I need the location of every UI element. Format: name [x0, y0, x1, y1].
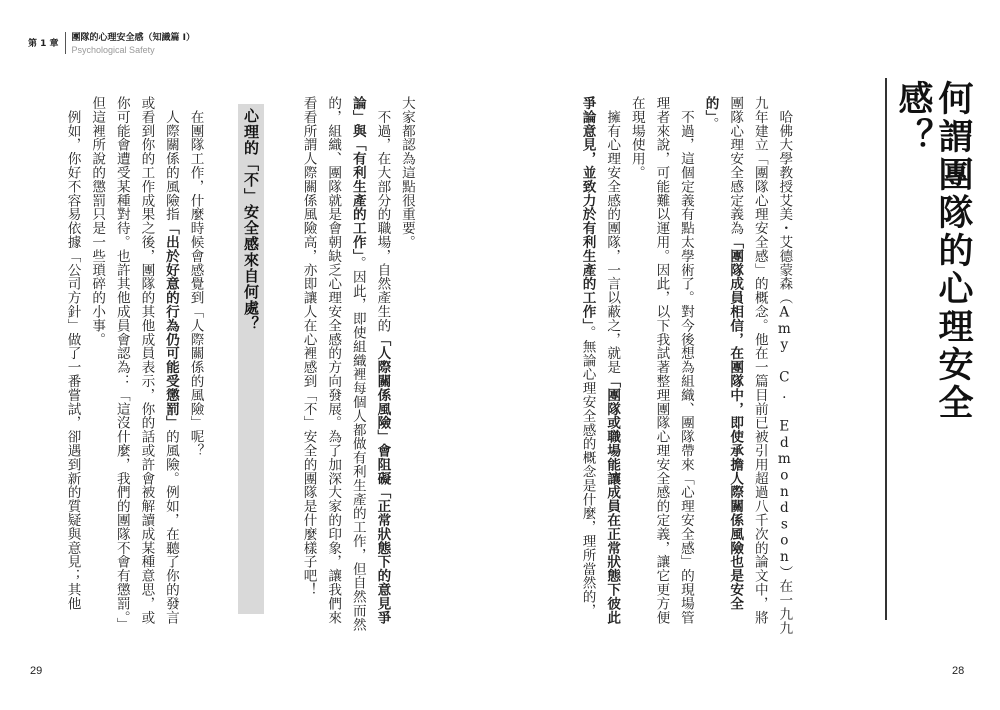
p5-end: 。因此，即使組織裡每個人都做有利生產的工作，但自然而然的，組織、團隊就是會朝缺乏心理安全感的方向發展。為了加深大家的印象，讓我們來看看所謂人際關係風險高，亦即讓人在心裡感到「不」安全的團隊是什麼樣子吧！: [300, 96, 366, 632]
p5-emphasis: 「人際關係風險」會阻礙「正常狀態下的意見爭論」與「有利生產的工作」: [349, 96, 391, 625]
header-subtitle: Psychological Safety: [71, 45, 155, 55]
p4-text: 大家都認為這點很重要。: [398, 96, 415, 249]
paragraph-3: [575, 96, 624, 636]
p7-end: 的風險。例如，在聽了你的發言或看到你的工作成果之後，團隊的其他成員表示，你的話或許會被解讀成某種意思，或你可能會遭受某種對待。也許其他成員會認為：「這沒什麼，我們的團隊不會有懲罰。」但這裡所說的懲罰只是一些瑣碎的小事。: [89, 96, 179, 632]
p3-end: 。無論心理安全感的概念是什麼，理所當然的，: [579, 325, 596, 618]
p3-text: 擁有心理安全感的團隊，一言以蔽之，就是: [604, 109, 621, 375]
paragraph-2: [624, 96, 698, 636]
paragraph-7: [85, 96, 183, 636]
p3-emphasis: 「團隊或職場能讓成員在正常狀態下彼此爭論意見，並致力於有利生產的工作」: [579, 96, 621, 625]
p5-text: 不過，在大部分的職場，自然產生的: [374, 109, 391, 333]
p1-end: 。: [702, 117, 719, 131]
section-title: 何謂團隊的心理安全感？: [893, 80, 973, 422]
p1-text: 哈佛大學教授艾美・艾德蒙森（Amy C. Edmondson）在一九九九年建立「團隊心理安全感」的概念。他在一篇目前已被引用超過八千次的論文中，將團隊心理安全感定義為: [727, 96, 793, 635]
p7-text: 人際關係的風險指: [162, 109, 179, 222]
paragraph-1: [698, 96, 796, 636]
paragraph-8: [60, 96, 85, 636]
left-page-body-upper: [296, 96, 419, 636]
paragraph-4: [394, 96, 419, 636]
header-title: 團隊的心理安全感（知識篇 I）: [71, 33, 196, 43]
subheading: 心理的「不」安全感來自何處？: [242, 108, 260, 332]
left-page-body-lower: [60, 96, 208, 636]
header-text: [72, 30, 195, 55]
title-rule: [885, 78, 887, 620]
p1-emphasis: 「團隊成員相信，在團隊中，即使承擔人際關係風險也是安全的」: [702, 96, 744, 611]
page-number-right: 28: [952, 665, 965, 677]
page-number-left: 29: [30, 665, 43, 677]
right-page-body: [575, 96, 796, 636]
paragraph-5: [296, 96, 394, 636]
p2-text: 不過，這個定義有點太學術了。對今後想為組織、團隊帶來「心理安全感」的現場管理者來說，可能難以運用。因此，以下我試著整理團隊心理安全感的定義，讓它更方便在現場使用。: [628, 96, 694, 625]
p8-text: 例如，你好不容易依據「公司方針」做了一番嘗試，卻遇到新的質疑與意見；其他: [64, 109, 81, 611]
paragraph-6: [183, 96, 208, 636]
running-header: [28, 30, 195, 60]
chapter-label: 第 1 章: [28, 39, 59, 49]
p7-emphasis: 「出於好意的行為仍可能受懲罰」: [162, 221, 179, 430]
header-divider: [65, 32, 66, 54]
p6-text: 在團隊工作，什麼時候會感覺到「人際關係的風險」呢？: [187, 109, 204, 458]
